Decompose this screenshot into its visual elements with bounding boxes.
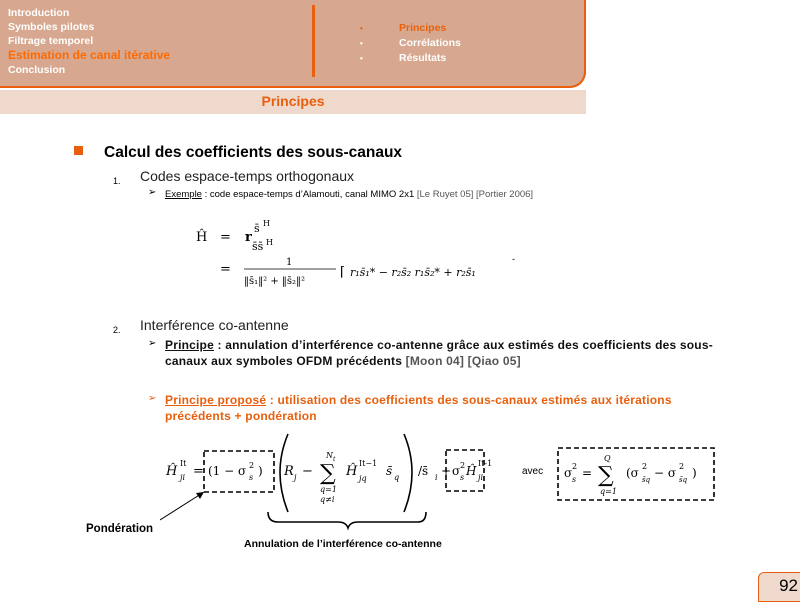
svg-text:‖s̄₁‖² + ‖s̄₂‖²: ‖s̄₁‖² + ‖s̄₂‖² bbox=[244, 276, 306, 287]
nav-item-conclusion[interactable]: Conclusion bbox=[8, 64, 66, 76]
svg-text:∑: ∑ bbox=[598, 463, 614, 488]
svg-text:(1 − σ: (1 − σ bbox=[208, 464, 247, 478]
svg-text:H: H bbox=[263, 219, 270, 228]
arrow-bullet-icon: ➢ bbox=[148, 187, 157, 198]
svg-text:=: = bbox=[220, 230, 231, 245]
svg-text:− σ: − σ bbox=[654, 466, 677, 480]
svg-text:=: = bbox=[193, 464, 204, 479]
svg-text:2: 2 bbox=[642, 462, 648, 471]
nav-item-introduction[interactable]: Introduction bbox=[8, 7, 70, 19]
subnav-item-principes[interactable] bbox=[360, 21, 461, 36]
svg-text:s: s bbox=[249, 473, 254, 482]
iterative-formula bbox=[160, 428, 720, 540]
svg-text:2: 2 bbox=[249, 461, 255, 470]
subnav-label: Corrélations bbox=[399, 37, 461, 49]
svg-text:j: j bbox=[294, 473, 297, 482]
svg-text:): ) bbox=[692, 466, 697, 480]
svg-text:r₁s̄₁* − r₂s̄₂ r₁s̄₂* + r₂s̄: r₁s̄₁* − r₂s̄₂ r₁s̄₂* + r₂s̄₁ bbox=[350, 266, 476, 279]
svg-text:q≠i: q≠i bbox=[320, 495, 335, 504]
avec-label: avec bbox=[522, 466, 544, 477]
svg-text:It-1: It-1 bbox=[478, 459, 493, 468]
svg-text:N: N bbox=[326, 451, 333, 460]
bullet-icon: • bbox=[360, 24, 363, 33]
alamouti-formula bbox=[190, 212, 530, 292]
svg-text:−: − bbox=[302, 464, 313, 479]
svg-text:Ĥ: Ĥ bbox=[166, 464, 178, 479]
example-text: : code espace-temps d’Alamouti, canal MIMO 2x1 bbox=[201, 189, 417, 200]
subnav-item-resultats[interactable] bbox=[360, 51, 461, 66]
svg-text:Ĥ: Ĥ bbox=[196, 230, 208, 245]
subnav-item-correlations[interactable] bbox=[360, 36, 461, 51]
svg-text:q=1: q=1 bbox=[320, 485, 337, 494]
item1-title: Codes espace-temps orthogonaux bbox=[140, 168, 355, 184]
outline-nav bbox=[8, 6, 170, 77]
svg-text:Q: Q bbox=[604, 454, 611, 463]
svg-text:i: i bbox=[435, 473, 438, 482]
ponderation-label: Pondération bbox=[86, 523, 154, 535]
svg-text:ji: ji bbox=[478, 473, 484, 482]
svg-text:s̄q: s̄q bbox=[642, 476, 651, 484]
square-bullet-icon bbox=[74, 146, 83, 155]
propose-text: : utilisation des coefficients des sous-canaux estimés aux itérations précédents + pondération bbox=[165, 393, 672, 423]
svg-text:=: = bbox=[220, 262, 231, 277]
annulation-label: Annulation de l’interférence co-antenne bbox=[244, 538, 442, 550]
svg-text:⌈: ⌈ bbox=[340, 265, 346, 280]
principe-propose-paragraph bbox=[165, 392, 720, 424]
svg-text:s: s bbox=[460, 473, 465, 482]
svg-text:=: = bbox=[582, 466, 593, 480]
svg-text:2: 2 bbox=[572, 462, 578, 471]
svg-text:-: - bbox=[512, 255, 516, 265]
arrow-bullet-icon: ➢ bbox=[148, 338, 157, 349]
item2-title: Interférence co-antenne bbox=[140, 317, 289, 333]
svg-text:/s̄: /s̄ bbox=[418, 464, 429, 478]
item-number: 1. bbox=[113, 176, 121, 186]
svg-text:s̃q: s̃q bbox=[679, 476, 688, 484]
svg-text:1: 1 bbox=[286, 257, 293, 268]
principe-paragraph bbox=[165, 337, 720, 369]
svg-text:2: 2 bbox=[679, 462, 685, 471]
example-line bbox=[165, 189, 533, 200]
principe-label: Principe bbox=[165, 338, 214, 352]
svg-text:ji: ji bbox=[180, 473, 186, 482]
svg-text:R: R bbox=[284, 464, 294, 479]
item-number: 2. bbox=[113, 325, 121, 335]
example-refs: [Le Ruyet 05] [Portier 2006] bbox=[416, 189, 534, 200]
propose-label: Principe proposé bbox=[165, 393, 267, 407]
svg-text:σ: σ bbox=[452, 464, 461, 478]
bullet-icon: • bbox=[360, 39, 363, 48]
nav-item-filtrage-temporel[interactable]: Filtrage temporel bbox=[8, 35, 94, 47]
svg-text:s: s bbox=[572, 475, 577, 484]
principe-refs: [Moon 04] [Qiao 05] bbox=[405, 354, 521, 368]
bullet-icon: • bbox=[360, 54, 363, 63]
example-label: Exemple bbox=[165, 189, 202, 200]
svg-text:q=1: q=1 bbox=[600, 487, 617, 496]
nav-item-symboles-pilotes[interactable]: Symboles pilotes bbox=[8, 21, 95, 33]
svg-text:2: 2 bbox=[460, 461, 466, 470]
nav-item-estimation-canal[interactable]: Estimation de canal itérative bbox=[8, 48, 171, 62]
svg-text:s̄s̄: s̄s̄ bbox=[252, 240, 264, 253]
svg-text:It: It bbox=[180, 459, 187, 468]
svg-text:t: t bbox=[333, 456, 336, 463]
subsection-nav bbox=[360, 21, 461, 66]
main-bullet-text: Calcul des coefficients des sous-canaux bbox=[104, 144, 403, 161]
svg-text:jq: jq bbox=[359, 474, 367, 483]
svg-text:(σ: (σ bbox=[626, 466, 639, 480]
subnav-label: Résultats bbox=[399, 52, 447, 64]
svg-text:r: r bbox=[245, 230, 252, 245]
page-number: 92 bbox=[779, 576, 798, 595]
principe-text: : annulation d’interférence co-antenne grâce aux estimés des coefficients des sous-canaux aux symboles OFDM précédents bbox=[165, 338, 713, 368]
svg-text:It−1: It−1 bbox=[359, 459, 378, 468]
svg-text:+: + bbox=[441, 464, 452, 478]
svg-text:s̄: s̄ bbox=[254, 222, 260, 235]
subnav-label: Principes bbox=[399, 22, 447, 34]
svg-text:H: H bbox=[266, 238, 273, 247]
svg-text:): ) bbox=[258, 464, 263, 478]
svg-text:σ: σ bbox=[564, 466, 573, 480]
svg-text:∑: ∑ bbox=[320, 461, 336, 486]
svg-text:q: q bbox=[394, 473, 400, 482]
svg-text:Ĥ: Ĥ bbox=[466, 464, 477, 478]
header-divider bbox=[312, 5, 315, 77]
svg-text:Ĥ: Ĥ bbox=[346, 464, 358, 479]
svg-text:s̄: s̄ bbox=[386, 464, 393, 478]
section-title: Principes bbox=[261, 93, 325, 109]
arrow-bullet-icon: ➢ bbox=[148, 393, 157, 404]
